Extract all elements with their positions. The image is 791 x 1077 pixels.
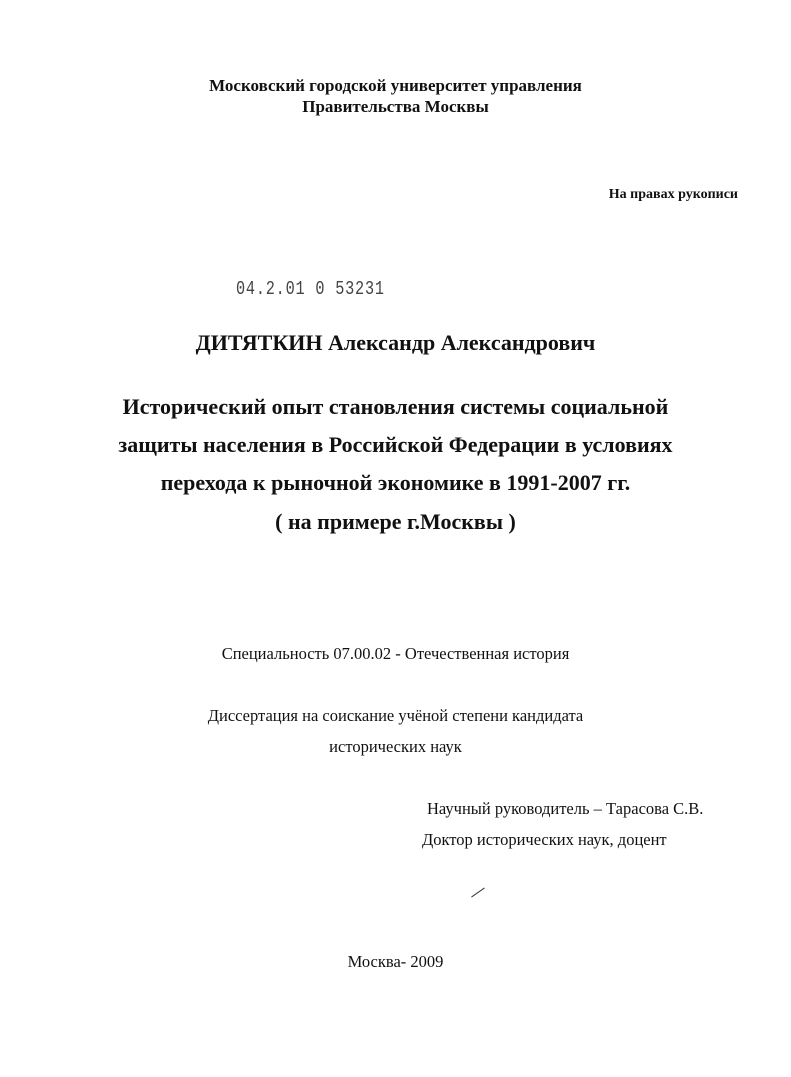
degree-line-1: Диссертация на соискание учёной степени кандидата xyxy=(207,706,584,725)
supervisor: Научный руководитель – Тарасова С.В. xyxy=(427,799,704,818)
title-line-2: защиты населения в Российской Федерации в условиях xyxy=(118,432,673,457)
degree-line-2: исторических наук xyxy=(329,737,462,756)
supervisor-title: Доктор исторических наук, доцент xyxy=(422,830,667,849)
place-year: Москва- 2009 xyxy=(347,952,444,971)
specialty: Специальность 07.00.02 - Отечественная история xyxy=(221,644,570,663)
title-line-1: Исторический опыт становления системы социальной xyxy=(122,394,669,419)
pen-mark xyxy=(471,888,485,898)
manuscript-note: На правах рукописи xyxy=(608,187,738,202)
institution-line-2: Правительства Москвы xyxy=(302,97,489,116)
institution-line-1: Московский городской университет управления xyxy=(209,76,582,95)
title-line-3: перехода к рыночной экономике в 1991-2007 гг. xyxy=(160,470,631,495)
author-name: ДИТЯТКИН Александр Александрович xyxy=(195,330,596,355)
archive-stamp: 04.2.01 0 53231 xyxy=(236,278,385,300)
title-line-4: ( на примере г.Москвы ) xyxy=(275,509,516,534)
